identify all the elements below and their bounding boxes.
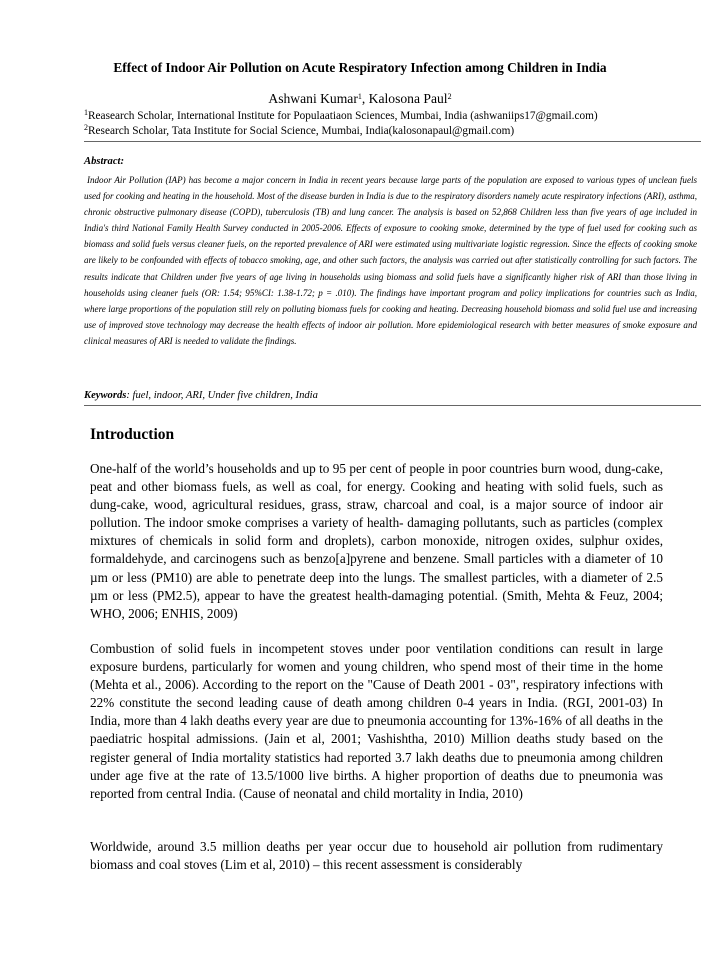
affiliation-1 [84, 109, 704, 123]
keywords-text: : fuel, indoor, ARI, Under five children, India [126, 390, 318, 401]
keywords-line [84, 389, 318, 402]
affiliation-marker: 1 [84, 108, 88, 117]
paragraph: Combustion of solid fuels in incompetent stoves under poor ventilation conditions can result in large exposure burdens, particularly for women and young children, who spend most of their time in the home (Mehta et al., 2006). According to the report on the "Cause of Death 2001 - 03", respiratory infections with 22% constitute the second leading cause of death among children 0-4 years in India. (RGI, 2001-03) In India, more than 4 lakh deaths every year are due to pneumonia accounting for 13%-16% of all deaths in the paediatric hospital admissions. (Jain et al, 2001; Vashishtha, 2010) Million deaths study based on the register general of India mortality statistics had reported 3.7 lakh deaths due to pneumonia among children under age five at the rate of 13.5/1000 live births. A higher proportion of deaths due to pneumonia was reported from central India. (Cause of neonatal and child mortality in India, 2010) [90, 641, 663, 801]
affiliation-marker: 1 [357, 92, 362, 101]
paper-title: Effect of Indoor Air Pollution on Acute Respiratory Infection among Children in India [113, 60, 607, 75]
divider-line [84, 405, 701, 406]
paragraph: Worldwide, around 3.5 million deaths per year occur due to household air pollution from rudimentary biomass and coal stoves (Lim et al, 2010) – this recent assessment is considerably [90, 839, 663, 873]
affiliation-2 [84, 124, 704, 138]
paragraph: One-half of the world’s households and up to 95 per cent of people in poor countries burn wood, dung-cake, peat and other biomass fuels, as well as coal, for energy. Cooking and heating with solid fuels, such as dung-cake, wood, agricultural residues, grass, straw, charcoal and coal, is a major source of indoor air pollution. The indoor smoke comprises a variety of health- damaging pollutants, such as particles (complex mixtures of chemicals in solid form and droplets), carbon monoxide, nitrogen oxides, sulphur oxides, formaldehyde, and carcinogens such as benzo[a]pyrene and benzene. Small particles with a diameter of 10 µm or less (PM10) are able to penetrate deep into the lungs. The smallest particles, with a diameter of 2.5 µm or less (PM2.5), appear to have the greatest health-damaging potential. (Smith, Mehta & Feuz, 2004; WHO, 2006; ENHIS, 2009) [90, 461, 663, 621]
abstract-text: Indoor Air Pollution (IAP) has become a major concern in India in recent years because large parts of the population are exposed to various types of unclean fuels used for cooking and heating in the household. Most of the disease burden in India is due to the respiratory disorders namely acute respiratory infections (ARI), asthma, chronic obstructive pulmonary disease (COPD), tuberculosis (TB) and lung cancer. The analysis is based on 52,868 Children less than five years of age included in India's third National Family Health Survey conducted in 2005-2006. Effects of exposure to cooking smoke, determined by the type of fuel used for cooking such as biomass and solid fuels versus cleaner fuels, on the reported prevalence of ARI were estimated using multivariate logistic regression. Since the effects of cooking smoke are likely to be confounded with effects of tobacco smoking, age, and other such factors, the analysis was carried out after statistically controlling for such factors. The results indicate that Children under five years of age living in households using biomass and solid fuels have a significantly higher risk of ARI than those living in households using cleaner fuels (OR: 1.54; 95%CI: 1.38-1.72; p = .010). The findings have important program and policy implications for countries such as India, where large proportions of the population still rely on polluting biomass fuels for cooking and heating. Decreasing household biomass and solid fuel use and increasing use of improved stove technology may decrease the health effects of indoor air pollution. More epidemiological research with better measures of smoke exposure and clinical measures of ARI is needed to validate the findings. [84, 175, 697, 346]
affiliation-text: Research Scholar, Tata Institute for Social Science, Mumbai, India(kalosonapaul@gmail.com) [88, 125, 515, 137]
author-name: Kalosona Paul [368, 91, 448, 106]
divider-line [84, 141, 701, 142]
affiliation-marker: 2 [84, 123, 88, 132]
section-heading: Introduction [90, 426, 175, 443]
keywords-label: Keywords [84, 390, 127, 401]
author-name: Ashwani Kumar [268, 91, 358, 106]
abstract-heading: Abstract: [84, 156, 125, 167]
author-separator: , [361, 91, 369, 106]
affiliation-marker: 2 [447, 92, 452, 101]
author-line [0, 90, 720, 107]
affiliation-text: Reasearch Scholar, International Institute for Populaatiaon Sciences, Mumbai, India (ashwaniips17@gmail.com) [88, 110, 598, 122]
